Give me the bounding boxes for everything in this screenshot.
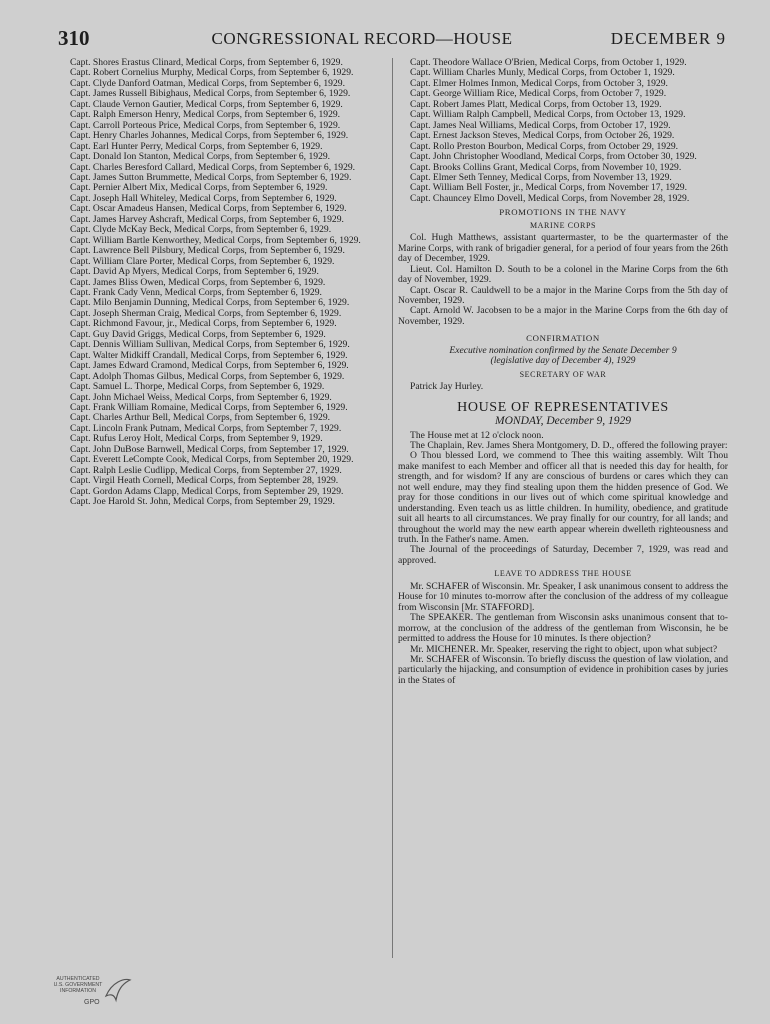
eagle-icon — [102, 976, 132, 1006]
nomination-entry: Capt. Earl Hunter Perry, Medical Corps, from September 6, 1929. — [70, 140, 323, 152]
proceedings-paragraph: The House met at 12 o'clock noon. — [410, 429, 544, 441]
proceedings-paragraph: Mr. MICHENER. Mr. Speaker, reserving the right to object, upon what subject? — [410, 643, 718, 655]
proceedings-paragraph: O Thou blessed Lord, we commend to Thee this waiting assembly. Wilt Thou make manifest to each Member and officer all that is needed this day for health, for strength, and for wisdom? If any are conscious of burdens or cares which they can not well endure, may they find stealing upon them the hidden presence of God. We pray for those conditions in our lives out of which come spiritual knowledge and understanding. Even teach us as little children. In humility, obedience, and gratitude suit all hearts to all circumstances. We pray finally for our country, for all lands; and throughout the world may the new earth appear wherein dwelleth righteousness and truth. In the Father's name. Amen. — [398, 450, 728, 546]
leave-proceedings — [398, 582, 728, 687]
nomination-entry: Capt. Joseph Sherman Craig, Medical Corps, from September 6, 1929. — [70, 307, 342, 319]
nomination-entry: Capt. Ralph Leslie Cudlipp, Medical Corps, from September 27, 1929. — [70, 464, 342, 476]
nomination-entry: Capt. Robert Cornelius Murphy, Medical Corps, from September 6, 1929. — [70, 67, 354, 79]
nomination-entry: Capt. James Bliss Owen, Medical Corps, from September 6, 1929. — [70, 276, 326, 288]
nomination-entry: Capt. James Harvey Ashcraft, Medical Corps, from September 6, 1929. — [70, 213, 344, 225]
nomination-entry: Capt. Clyde McKay Beck, Medical Corps, from September 6, 1929. — [70, 224, 332, 236]
nomination-entry: Capt. Elmer Seth Tenney, Medical Corps, from November 13, 1929. — [410, 171, 672, 183]
secretary-name: Patrick Jay Hurley. — [410, 381, 484, 393]
nomination-entry: Capt. Claude Vernon Gautier, Medical Corps, from September 6, 1929. — [70, 98, 343, 110]
promotion-entry: Col. Hugh Matthews, assistant quartermaster, to be the quartermaster of the Marine Corps, with rank of brigadier general, for a period of four years from the 26th day of December, 1929. — [398, 232, 728, 265]
nomination-entry: Capt. Brooks Collins Grant, Medical Corps, from November 10, 1929. — [410, 161, 682, 173]
nomination-entry: Capt. Charles Beresford Callard, Medical Corps, from September 6, 1929. — [70, 161, 356, 173]
nomination-entry: Capt. Ernest Jackson Steves, Medical Corps, from October 26, 1929. — [410, 130, 675, 142]
logo-text: AUTHENTICATED U.S. GOVERNMENT INFORMATION — [53, 976, 103, 994]
promotion-entry: Lieut. Col. Hamilton D. South to be a colonel in the Marine Corps from the 6th day of November, 1929. — [398, 263, 728, 286]
marine-list — [398, 233, 728, 327]
nomination-entry: Capt. Samuel L. Thorpe, Medical Corps, from September 6, 1929. — [70, 381, 325, 393]
marine-corps-heading: MARINE CORPS — [529, 220, 597, 230]
proceedings-paragraph: Mr. SCHAFER of Wisconsin. To briefly discuss the question of law violation, and particularly the hijacking, and consumption of evidence in prohibition cases by juries in the States of — [398, 654, 728, 686]
promotion-entry: Capt. Oscar R. Cauldwell to be a major in the Marine Corps from the 5th day of November, 1929. — [398, 284, 728, 306]
nomination-entry: Capt. Ralph Emerson Henry, Medical Corps, from September 6, 1929. — [70, 109, 341, 121]
nomination-entry: Capt. William Ralph Campbell, Medical Corps, from October 13, 1929. — [410, 109, 686, 121]
nomination-entry: Capt. William Clare Porter, Medical Corps, from September 6, 1929. — [70, 255, 335, 267]
nomination-entry: Capt. William Charles Munly, Medical Corps, from October 1, 1929. — [410, 67, 675, 79]
house-proceedings — [398, 431, 728, 567]
nomination-entry: Capt. Lawrence Bell Pilsbury, Medical Corps, from September 6, 1929. — [70, 245, 345, 257]
nomination-entry: Capt. Clyde Danford Oatman, Medical Corps, from September 6, 1929. — [70, 77, 345, 89]
publication-title: CONGRESSIONAL RECORD—HOUSE — [211, 29, 513, 48]
secretary-heading: SECRETARY OF WAR — [519, 369, 607, 379]
nomination-entry: Capt. George William Rice, Medical Corps, from October 7, 1929. — [410, 88, 667, 100]
nomination-entry: Capt. Everett LeCompte Cook, Medical Corps, from September 20, 1929. — [70, 454, 354, 466]
nomination-entry: Capt. Theodore Wallace O'Brien, Medical Corps, from October 1, 1929. — [410, 57, 687, 68]
nomination-entry: Capt. Rollo Preston Bourbon, Medical Corps, from October 29, 1929. — [410, 140, 679, 152]
gpo-authentication-logo — [50, 976, 140, 1012]
nomination-entry: Capt. Guy David Griggs, Medical Corps, from September 6, 1929. — [70, 328, 326, 340]
nomination-entry: Capt. Oscar Amadeus Hansen, Medical Corps, from September 6, 1929. — [70, 203, 347, 215]
nomination-entry: Capt. Gordon Adams Clapp, Medical Corps, from September 29, 1929. — [70, 485, 344, 497]
nomination-entry: Capt. David Ap Myers, Medical Corps, from September 6, 1929. — [70, 266, 319, 278]
nomination-entry: Capt. James Russell Bibighaus, Medical Corps, from September 6, 1929. — [70, 88, 351, 100]
nomination-entry: Capt. James Neal Williams, Medical Corps, from October 17, 1929. — [410, 119, 671, 131]
nomination-entry: Capt. Shores Erastus Clinard, Medical Corps, from September 6, 1929. — [70, 57, 343, 68]
nomination-entry: Capt. James Edward Cramond, Medical Corps, from September 6, 1929. — [70, 360, 349, 372]
logo-gpo: GPO — [84, 999, 100, 1006]
confirmation-line: Executive nomination confirmed by the Senate December 9 — [449, 344, 677, 356]
proceedings-paragraph: The SPEAKER. The gentleman from Wisconsin asks unanimous consent that to-morrow, at the conclusion of the address of the gentleman from Wisconsin, he be permitted to address the House for 10 minutes. Is there objection? — [398, 612, 728, 645]
nomination-entry: Capt. Pernier Albert Mix, Medical Corps, from September 6, 1929. — [70, 182, 328, 194]
nomination-entry: Capt. Milo Benjamin Dunning, Medical Corps, from September 6, 1929. — [70, 297, 350, 309]
nomination-entry: Capt. Joseph Hall Whiteley, Medical Corps, from September 6, 1929. — [70, 192, 337, 204]
promotion-entry: Capt. Arnold W. Jacobsen to be a major in the Marine Corps from the 6th day of November, 1929. — [398, 305, 728, 327]
nomination-entry: Capt. William Bell Foster, jr., Medical Corps, from November 17, 1929. — [410, 182, 687, 194]
proceedings-paragraph: The Chaplain, Rev. James Shera Montgomery, D. D., offered the following prayer: — [410, 439, 728, 451]
nomination-entry: Capt. Frank William Romaine, Medical Corps, from September 6, 1929. — [70, 401, 348, 413]
nomination-entry: Capt. Joe Harold St. John, Medical Corps, from September 29, 1929. — [70, 496, 335, 508]
house-heading: HOUSE OF REPRESENTATIVES — [457, 399, 669, 415]
nomination-entry: Capt. Frank Cady Venn, Medical Corps, from September 6, 1929. — [70, 286, 322, 298]
nomination-entry: Capt. James Sutton Brummette, Medical Corps, from September 6, 1929. — [70, 171, 352, 183]
nomination-entry: Capt. Donald Ion Stanton, Medical Corps, from September 6, 1929. — [70, 151, 331, 163]
nomination-entry: Capt. Richmond Favour, jr., Medical Corps, from September 6, 1929. — [70, 318, 337, 330]
nomination-entry: Capt. John DuBose Barnwell, Medical Corps, from September 17, 1929. — [70, 443, 349, 455]
nomination-entry: Capt. Adolph Thomas Gilbus, Medical Corps, from September 6, 1929. — [70, 370, 345, 382]
nomination-entry: Capt. Walter Midkiff Crandall, Medical Corps, from September 6, 1929. — [70, 349, 348, 361]
leave-heading: LEAVE TO ADDRESS THE HOUSE — [494, 569, 632, 579]
proceedings-paragraph: The Journal of the proceedings of Saturday, December 7, 1929, was read and approved. — [398, 544, 728, 566]
page-body — [58, 58, 726, 964]
house-date: MONDAY, December 9, 1929 — [495, 415, 631, 428]
nomination-entry: Capt. Elmer Holmes Inmon, Medical Corps, from October 3, 1929. — [410, 77, 668, 89]
nomination-entry: Capt. Dennis William Sullivan, Medical Corps, from September 6, 1929. — [70, 339, 350, 351]
confirmation-heading: CONFIRMATION — [526, 333, 600, 344]
nomination-entry: Capt. Virgil Heath Cornell, Medical Corps, from September 28, 1929. — [70, 475, 339, 487]
nomination-entry: Capt. Robert James Platt, Medical Corps, from October 13, 1929. — [410, 98, 662, 110]
nomination-entry: Capt. John Michael Weiss, Medical Corps, from September 6, 1929. — [70, 391, 332, 403]
promotions-heading: PROMOTIONS IN THE NAVY — [499, 207, 627, 218]
nomination-list — [398, 58, 728, 204]
left-column — [58, 58, 388, 507]
nomination-entry: Capt. Henry Charles Johannes, Medical Corps, from September 6, 1929. — [70, 130, 349, 142]
nomination-entry: Capt. Carroll Porteous Price, Medical Corps, from September 6, 1929. — [70, 119, 341, 131]
nomination-entry: Capt. John Christopher Woodland, Medical Corps, from October 30, 1929. — [410, 151, 697, 163]
confirmation-line-2: (legislative day of December 4), 1929 — [490, 355, 636, 367]
nomination-entry: Capt. William Bartle Kenworthey, Medical Corps, from September 6, 1929. — [70, 234, 361, 246]
proceedings-paragraph: Mr. SCHAFER of Wisconsin. Mr. Speaker, I ask unanimous consent to address the House for 10 minutes to-morrow after the conclusion of the address of my colleague from Wisconsin [Mr. STAFFORD]. — [398, 580, 728, 613]
page-number: 310 — [58, 26, 90, 50]
nomination-entry: Capt. Rufus Leroy Holt, Medical Corps, from September 9, 1929. — [70, 433, 323, 445]
nomination-entry: Capt. Charles Arthur Bell, Medical Corps, from September 6, 1929. — [70, 412, 331, 424]
right-column — [398, 58, 728, 686]
nomination-entry: Capt. Chauncey Elmo Dovell, Medical Corps, from November 28, 1929. — [410, 192, 690, 204]
page-date: DECEMBER 9 — [610, 29, 726, 48]
nomination-entry: Capt. Lincoln Frank Putnam, Medical Corps, from September 7, 1929. — [70, 422, 342, 434]
page-header — [58, 26, 726, 52]
